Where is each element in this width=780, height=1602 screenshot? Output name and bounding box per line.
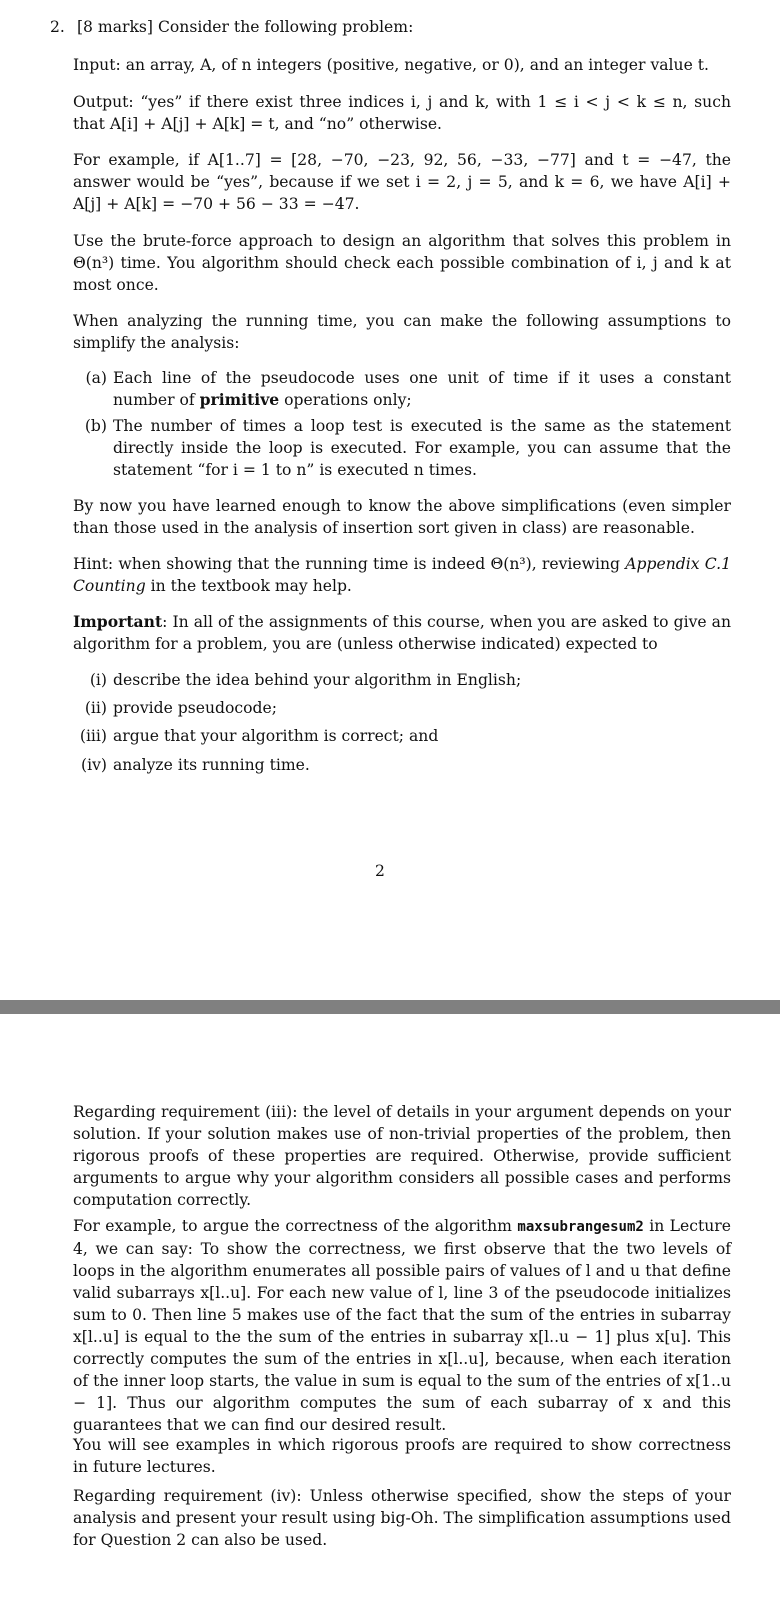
assumptions-list — [73, 367, 731, 481]
list-label: (a) — [85, 369, 107, 387]
requirements-list — [73, 669, 731, 782]
page-separator — [0, 1000, 780, 1014]
page-number: 2 — [375, 862, 385, 880]
question-heading — [50, 16, 413, 38]
requirement-iii-paragraph: Regarding requirement (iii): the level of details in your argument depends on your solution. If your solution makes use of non-trivial properties of the problem, then rigorous proofs of these properties are required. Otherwise, provide sufficient arguments to argue why your algorithm considers all possible cases and performs computation correctly. — [73, 1103, 731, 1209]
output-spec: Output: “yes” if there exist three indices i, j and k, with 1 ≤ i < j < k ≤ n, such that A[i] + A[j] + A[k] = t, and “no” otherwise. — [73, 93, 731, 133]
assumption-item: (b) The number of times a loop test is executed is the same as the statement directly inside the loop is executed. For example, you can assume that the statement “for i = 1 to n” is executed n times. — [73, 415, 731, 481]
correctness-example-paragraph: For example, to argue the correctness of the algorithm maxsubrangesum2 in Lecture 4, we can say: To show the correctness, we first observe that the two levels of loops in the algorithm enumerates all possible pairs of values of l and u that define valid subarrays x[l..u]. For each new value of l, line 3 of the pseudocode initializes sum to 0. Then line 5 makes use of the fact that the sum of the entries in subarray x[l..u] is equal to the the sum of the entries in subarray x[l..u − 1] plus x[u]. This correctly computes the sum of the entries in x[l..u], because, when each iteration of the inner loop starts, the value in sum is equal to the sum of the entries of x[1..u − 1]. Thus our algorithm computes the sum of each subarray of x and this guarantees that we can find our desired result. — [73, 1217, 731, 1434]
example-paragraph: For example, if A[1..7] = [28, −70, −23, 92, 56, −33, −77] and t = −47, the answer would be “yes”, because if we set i = 2, j = 5, and k = 6, we have A[i] + A[j] + A[k] = −70 + 56 − 33 = −47. — [73, 151, 731, 213]
future-lectures-paragraph: You will see examples in which rigorous proofs are required to show correctness in future lectures. — [73, 1436, 731, 1476]
input-spec: Input: an array, A, of n integers (positive, negative, or 0), and an integer value t. — [73, 56, 709, 74]
page-2 — [0, 1014, 780, 1602]
important-paragraph: Important: In all of the assignments of this course, when you are asked to give an algorithm for a problem, you are (unless otherwise indicated) expected to — [73, 612, 731, 653]
requirement-item: (iv) analyze its running time. — [81, 756, 310, 774]
list-label: (b) — [84, 417, 107, 435]
requirement-iv-paragraph: Regarding requirement (iv): Unless otherwise specified, show the steps of your analysis and present your result using big-Oh. The simplification assumptions used for Question 2 can also be used. — [73, 1487, 731, 1549]
simplifications-paragraph: By now you have learned enough to know the above simplifications (even simpler than those used in the analysis of insertion sort given in class) are reasonable. — [73, 497, 731, 537]
question-number: 2. — [50, 18, 65, 36]
analysis-intro: When analyzing the running time, you can make the following assumptions to simplify the analysis: — [73, 312, 731, 352]
requirement-item: (ii) provide pseudocode; — [84, 699, 278, 717]
brute-force-paragraph: Use the brute-force approach to design an algorithm that solves this problem in Θ(n³) time. You algorithm should check each possible combination of i, j and k at most once. — [73, 232, 731, 294]
requirement-item: (iii) argue that your algorithm is correct; and — [79, 727, 439, 745]
question-intro: [8 marks] Consider the following problem: — [76, 18, 414, 36]
assumption-item: (a) Each line of the pseudocode uses one unit of time if it uses a constant number of primitive operations only; — [73, 367, 731, 411]
hint-paragraph: Hint: when showing that the running time is indeed Θ(n³), reviewing Appendix C.1 Counting in the textbook may help. — [73, 555, 731, 595]
requirement-item: (i) describe the idea behind your algorithm in English; — [89, 671, 522, 689]
